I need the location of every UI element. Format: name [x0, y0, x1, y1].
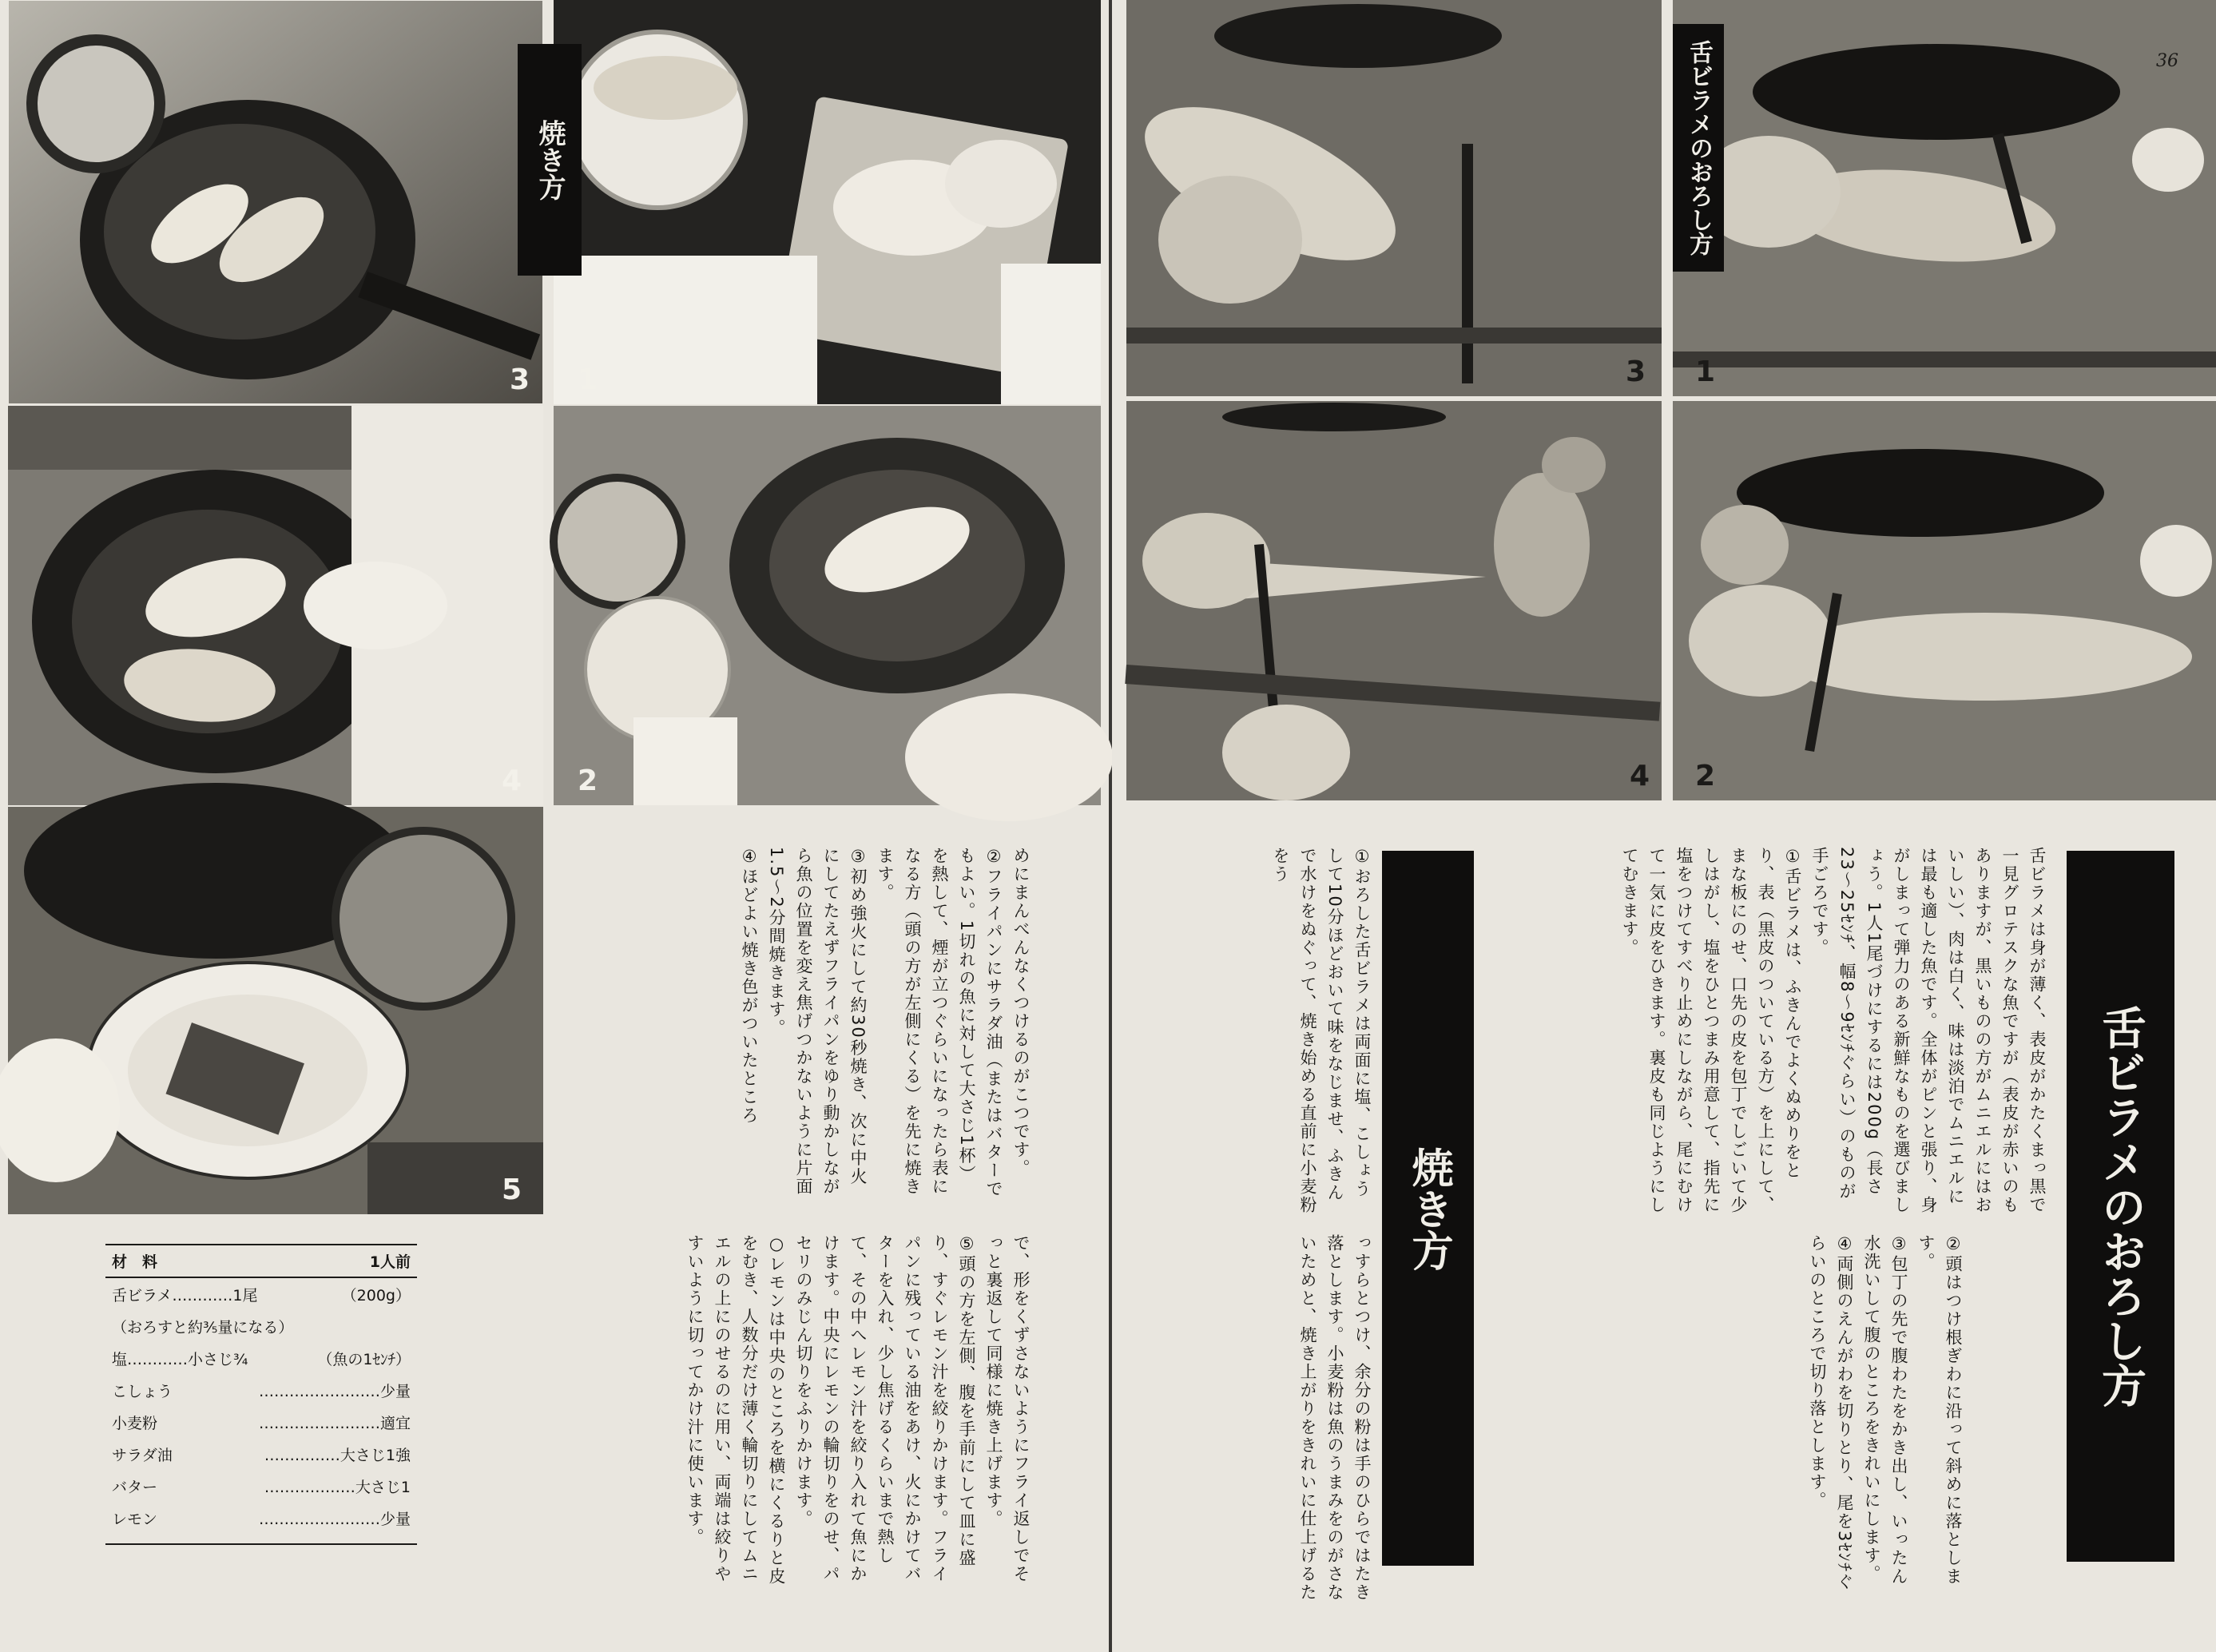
ingredient-amount: （200g）	[341, 1286, 411, 1305]
ingredient-amount: ……………大さじ1強	[264, 1446, 411, 1464]
right-page-number: 36	[2156, 51, 2178, 71]
ingredient-row	[105, 1278, 417, 1310]
ingredient-name: 小麦粉	[112, 1414, 158, 1432]
photo-left-2-frying	[554, 406, 1101, 805]
ingredient-row	[105, 1374, 417, 1406]
photo-left-4-illustration	[8, 406, 543, 805]
right-photo-title: 舌ビラメのおろし方	[1673, 24, 1724, 272]
ingredient-row	[105, 1502, 417, 1534]
yaki-text-upper: ①おろした舌ビラメは両面に塩、こしょうして10分ほどおいて味をなじませ、ふきんで水けをぬぐって、焼き始める直前に小麦粉をう	[1271, 847, 1372, 1214]
photo-number-4: 4	[502, 764, 522, 797]
photo-left-1-flouring	[534, 0, 1101, 404]
photo-number-3-right: 3	[1626, 355, 1646, 388]
photo-left-3-frying-pan	[8, 0, 543, 404]
photo-number-2-right: 2	[1695, 760, 1716, 792]
photo-right-4-cutting	[1126, 401, 1662, 800]
ingredient-name: サラダ油	[112, 1446, 173, 1464]
ingredient-amount: ……………………適宜	[258, 1414, 411, 1432]
ingredient-name: 塩…………小さじ¾	[112, 1350, 248, 1368]
right-intro-text: 舌ビラメは身が薄く、表皮がかたくまっ黒で一見グロテスクな魚ですが（表皮が赤いのもありますが、黒いものの方がムニエルにはおいしい）、肉は白く、味は淡泊でムニエルには最も適した魚です。全体がピンと張り、身がしまって弾力のある新鮮なものを選びましょう。1人1尾づけにするには200g（長さ23〜25ｾﾝﾁ、幅8〜9ｾﾝﾁぐらい）のものが手ごろです。 ①舌ビラメは、ふきんでよくぬめりをとり、表（黒皮のついている方）を上にして、まな板にのせ、口先の皮を包丁でしごいて少しはがし、塩をひとつまみ用意して、指先に塩をつけてすべり止めにしながら、尾にむけて一気に皮をひきます。裏皮も同じようにしてむきます。	[1620, 847, 2047, 1214]
photo-left-4-turning	[8, 406, 543, 805]
photo-number-5: 5	[502, 1173, 522, 1206]
photo-left-5-illustration	[8, 807, 543, 1214]
photo-right-4-illustration	[1126, 401, 1662, 800]
ingredients-table	[105, 1244, 417, 1545]
right-page	[1112, 0, 2216, 1652]
ingredient-row	[105, 1438, 417, 1470]
right-steps-text: ②頭はつけ根ぎわに沿って斜めに落とします。 ③包丁の先で腹わたをかき出し、いったん水洗いして腹のところをきれいにします。 ④両側のえんがわを切りとり、尾を3ｾﾝﾁぐらいのところで切り落とします。	[1808, 1234, 1963, 1591]
photo-right-1-preparing	[1673, 0, 2216, 396]
photo-number-3: 3	[510, 363, 530, 396]
ingredient-name: バター	[112, 1478, 158, 1496]
ingredients-header-label: 材 料	[112, 1253, 158, 1271]
photo-left-3-illustration	[8, 0, 543, 404]
ingredients-header	[105, 1244, 417, 1278]
ingredient-amount: ……………………少量	[258, 1510, 411, 1528]
ingredient-name: 舌ビラメ…………1尾	[112, 1286, 258, 1305]
photo-number-4-right: 4	[1630, 760, 1650, 792]
photo-left-5-plating	[8, 807, 543, 1214]
yaki-text-lower: っすらとつけ、余分の粉は手のひらではたき落とします。小麦粉は魚のうまみをのがさないためと、焼き上がりをきれいに仕上げるた	[1298, 1234, 1372, 1602]
photo-left-2-illustration	[554, 406, 1101, 805]
yaki-subtitle: 焼き方	[1382, 851, 1474, 1566]
ingredient-name: （おろすと約⅗量になる）	[112, 1318, 294, 1336]
ingredient-name: レモン	[112, 1510, 158, 1528]
ingredients-header-servings: 1人前	[369, 1253, 411, 1271]
photo-right-1-illustration	[1673, 0, 2216, 396]
photo-number-1: 1	[578, 363, 598, 396]
main-title: 舌ビラメのおろし方	[2067, 851, 2174, 1562]
ingredient-amount: ……………………少量	[258, 1382, 411, 1400]
photo-right-3-illustration	[1126, 0, 1662, 396]
photo-number-2: 2	[578, 764, 598, 797]
photo-left-1-illustration	[554, 0, 1101, 404]
photo-number-1-right: 1	[1695, 355, 1716, 388]
photo-right-2-head-removal	[1673, 401, 2216, 800]
ingredient-name: こしょう	[112, 1382, 173, 1400]
left-instructions-upper: めにまんべんなくつけるのがこつです。 ②フライパンにサラダ油（またはバターでもよい。1切れの魚に対して大さじ1杯）を熱して、煙が立つぐらいになったら表になる方（頭の方が左側にくる）を先に焼きます。 ③初め強火にして約30秒焼き、次に中火にしてたえずフライパンをゆり動かしながら魚の位置を変え焦げつかないように片面1.5〜2分間焼きます。 ④ほどよい焼き色がついたところ	[740, 847, 1031, 1198]
ingredient-row	[105, 1342, 417, 1374]
ingredient-amount: （魚の1ｾﾝﾁ）	[317, 1350, 411, 1368]
photo-right-3-skinning	[1126, 0, 1662, 396]
ingredients-footer-rule	[105, 1534, 417, 1545]
ingredient-row	[105, 1406, 417, 1438]
ingredient-amount: ………………大さじ1	[264, 1478, 411, 1496]
ingredient-row	[105, 1470, 417, 1502]
left-instructions-lower: で、形をくずさないようにフライ返しでそっと裏返して同様に焼き上げます。 ⑤頭の方を左側、腹を手前にして皿に盛り、すぐレモン汁を絞りかけます。フライパンに残っている油をあけ、火にかけてバターを入れ、少し焦げるくらいまで熱して、その中へレモン汁を絞り入れて魚にかけます。中央にレモンの輪切りをのせ、パセリのみじん切りをふりかけます。 ○レモンは中央のところを横にくるりと皮をむき、人数分だけ薄く輪切りにしてムニエルの上にのせるのに用い、両端は絞りやすいように切ってかけ汁に使います。	[685, 1234, 1031, 1586]
left-photo-section-title: 焼き方	[518, 44, 582, 276]
ingredient-row	[105, 1310, 417, 1342]
photo-right-2-illustration	[1673, 401, 2216, 800]
